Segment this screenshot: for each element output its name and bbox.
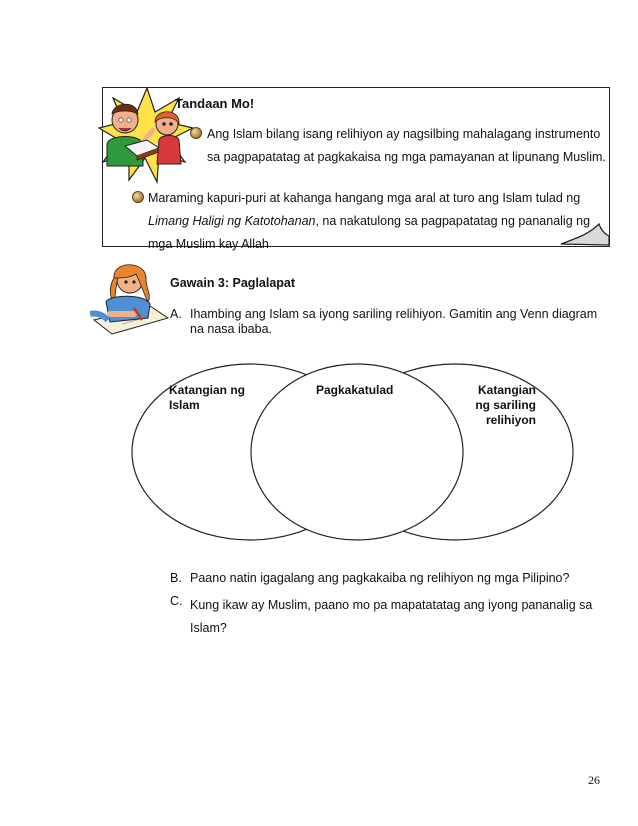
tandaan-title: Tandaan Mo! xyxy=(175,96,255,111)
venn-diagram xyxy=(125,352,580,552)
bullet-icon xyxy=(190,127,202,139)
item-a-letter: A. xyxy=(170,307,182,321)
bullet-2-text-end: , na nakatulong sa pagpapatatag ng pananalig ng mga Muslim kay Allah xyxy=(148,214,591,251)
venn-label-islam-line2: Islam xyxy=(169,398,200,412)
bullet-icon xyxy=(132,191,144,203)
venn-label-right-line2: ng sariling xyxy=(475,398,536,412)
girl-writing-cartoon xyxy=(90,258,170,340)
question-b-text: Paano natin igagalang ang pagkakaiba ng relihiyon ng mga Pilipino? xyxy=(190,571,570,585)
tandaan-bullet-2 xyxy=(148,187,608,256)
venn-label-pagkakatulad: Pagkakatulad xyxy=(316,383,394,397)
question-b-letter: B. xyxy=(170,571,182,585)
bullet-2-italic-term: Limang Haligi ng Katotohanan xyxy=(148,214,316,228)
tandaan-bullet-1: Ang Islam bilang isang relihiyon ay nagsilbing mahalagang instrumento sa pagpapatatag at pagkakaisa ng mga pamayanan at lipunang Muslim. xyxy=(207,127,606,164)
venn-label-islam-line1: Katangian ng xyxy=(169,383,246,397)
question-c-letter: C. xyxy=(170,594,183,608)
question-c-text: Kung ikaw ay Muslim, paano mo pa mapatatatag ang iyong pananalig sa Islam? xyxy=(190,598,593,635)
bullet-2-text-start: Maraming kapuri-puri at kahanga hangang mga aral at turo ang Islam tulad ng xyxy=(148,191,581,205)
gawain-title: Gawain 3: Paglalapat xyxy=(170,276,296,290)
item-a-text: Ihambing ang Islam sa iyong sariling relihiyon. Gamitin ang Venn diagram na nasa ibaba. xyxy=(190,307,598,336)
venn-label-right-line3: relihiyon xyxy=(485,413,536,427)
page-number: 26 xyxy=(588,773,600,787)
venn-label-right-line1: Katangian xyxy=(477,383,536,397)
venn-label-islam xyxy=(169,383,245,413)
venn-label-sariling-relihiyon xyxy=(470,383,536,428)
